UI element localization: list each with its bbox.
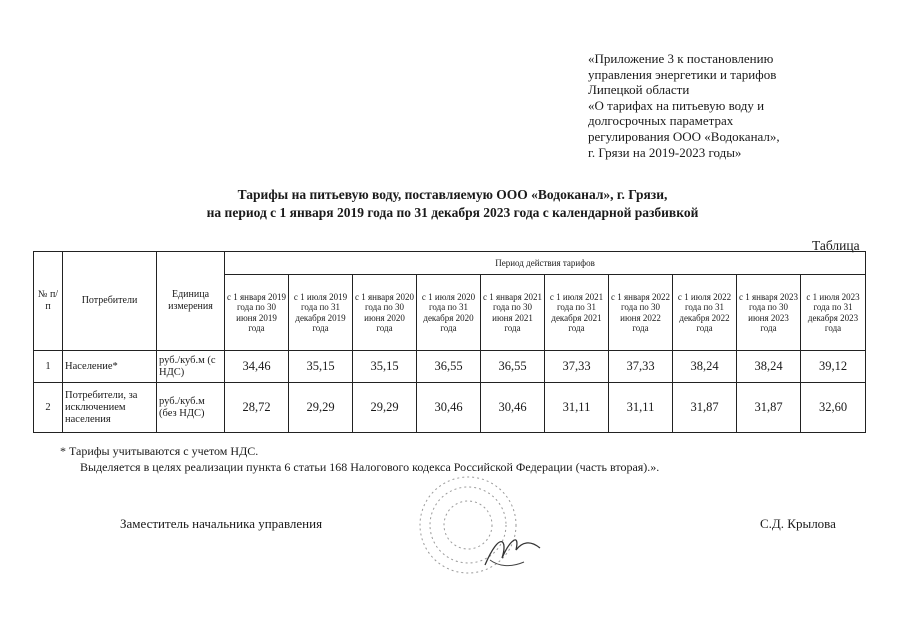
header-num: № п/п [34,252,63,351]
row-unit: руб./куб.м (без НДС) [157,383,225,433]
annex-reference [588,51,888,160]
header-period-cell: с 1 июля 2020 года по 31 декабря 2020 года [417,275,481,351]
tariff-value: 30,46 [417,383,481,433]
table-row [34,351,866,383]
tariff-value: 36,55 [417,351,481,383]
tariff-value: 32,60 [801,383,866,433]
header-period-cell: с 1 июля 2023 года по 31 декабря 2023 года [801,275,866,351]
table-label: Таблица [812,238,860,253]
tariff-value: 28,72 [225,383,289,433]
footnote-tax-code: Выделяется в целях реализации пункта 6 статьи 168 Налогового кодекса Российской Федерации (часть вторая).». [80,460,660,474]
annex-line: регулирования ООО «Водоканал», [588,128,780,144]
row-unit: руб./куб.м (с НДС) [157,351,225,383]
document-title-line-1: Тарифы на питьевую воду, поставляемую ООО «Водоканал», г. Грязи, [237,187,668,202]
tariff-value: 39,12 [801,351,866,383]
tariff-value: 38,24 [737,351,801,383]
tariff-value: 31,87 [737,383,801,433]
tariff-value: 30,46 [481,383,545,433]
header-period-cell: с 1 января 2023 года по 30 июня 2023 года [737,275,801,351]
signer-title: Заместитель начальника управления [120,516,323,531]
table-row [34,383,866,433]
signer-name: С.Д. Крылова [760,516,836,531]
document-title-line-2: на период с 1 января 2019 года по 31 декабря 2023 года с календарной разбивкой [206,205,699,220]
annex-line: г. Грязи на 2019-2023 годы» [588,144,742,160]
tariff-value: 35,15 [289,351,353,383]
tariff-value: 31,11 [609,383,673,433]
tariff-value: 35,15 [353,351,417,383]
annex-line: «О тарифах на питьевую воду и [588,97,765,113]
signature-icon [485,540,540,565]
stamp-seal-icon [390,470,560,590]
row-consumer: Население* [63,351,157,383]
header-period-cell: с 1 июля 2019 года по 31 декабря 2019 года [289,275,353,351]
tariff-value: 29,29 [353,383,417,433]
header-period-cell: с 1 января 2022 года по 30 июня 2022 года [609,275,673,351]
annex-line: «Приложение 3 к постановлению [588,51,774,66]
annex-line: управления энергетики и тарифов [588,66,777,82]
header-period-cell: с 1 января 2020 года по 30 июня 2020 года [353,275,417,351]
tariffs-table [33,251,866,433]
header-consumers: Потребители [63,252,157,351]
header-period-cell: с 1 января 2019 года по 30 июня 2019 года [225,275,289,351]
tariff-value: 29,29 [289,383,353,433]
tariff-value: 37,33 [545,351,609,383]
annex-line: Липецкой области [588,82,690,98]
tariff-value: 31,11 [545,383,609,433]
header-period-cell: с 1 июля 2022 года по 31 декабря 2022 года [673,275,737,351]
header-period-cell: с 1 июля 2021 года по 31 декабря 2021 года [545,275,609,351]
header-unit: Единица измерения [157,252,225,351]
row-num: 2 [34,383,63,433]
row-num: 1 [34,351,63,383]
tariff-value: 34,46 [225,351,289,383]
header-period: Период действия тарифов [225,252,866,275]
footnote-vat: * Тарифы учитываются с учетом НДС. [60,444,259,458]
annex-line: долгосрочных параметрах [588,113,734,129]
tariff-value: 37,33 [609,351,673,383]
tariff-value: 36,55 [481,351,545,383]
row-consumer: Потребители, за исключением населения [63,383,157,433]
tariff-value: 31,87 [673,383,737,433]
header-period-cell: с 1 января 2021 года по 30 июня 2021 года [481,275,545,351]
tariff-value: 38,24 [673,351,737,383]
